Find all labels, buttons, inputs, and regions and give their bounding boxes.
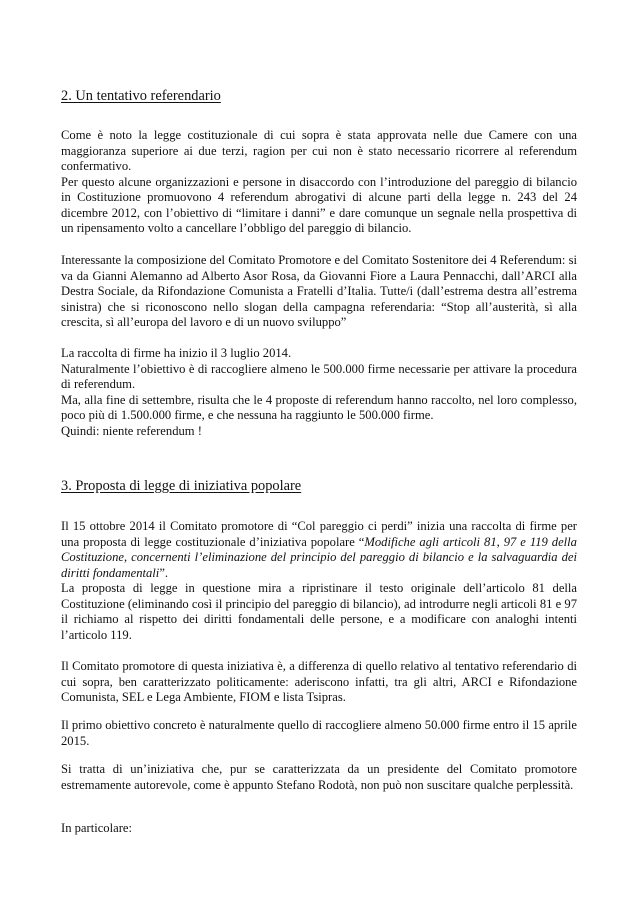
paragraph: Il Comitato promotore di questa iniziativa è, a differenza di quello relativo al tentativo referendario di cui sopra, ben caratterizzato politicamente: aderiscono infatti, tra gli altri, ARCI e Rifondazione Comunista, SEL e Lega Ambiente, FIOM e lista Tsipras. xyxy=(61,659,577,704)
law-title-italic: Modifiche agli articoli 81, 97 e 119 della Costituzione, concernenti l’eliminazione del principio del pareggio di bilancio e la salvaguardia dei diritti fondamentali xyxy=(61,534,577,580)
section-2-heading: 2. Un tentativo referendario xyxy=(61,88,221,104)
section-3-heading: 3. Proposta di legge di iniziativa popolare xyxy=(61,478,302,494)
section-3-objective xyxy=(61,718,577,749)
paragraph xyxy=(61,519,577,581)
paragraph: In particolare: xyxy=(61,821,132,835)
section-3-perplexity xyxy=(61,762,577,793)
section-2-outcome xyxy=(61,346,577,439)
section-3-closing xyxy=(61,821,577,837)
section-2-body xyxy=(61,128,577,237)
paragraph-text: ”. xyxy=(159,565,169,580)
paragraph: Per questo alcune organizzazioni e persone in disaccordo con l’introduzione del pareggio di bilancio in Costituzione promuovono 4 referendum abrogativi di alcune parti della legge n. 243 del 24 dicembre 2012, con l’obiettivo di “limitare i danni” e dare comunque un segnale nella prospettiva di un ripensamento volto a cancellare l’obbligo del pareggio di bilancio. xyxy=(61,174,577,235)
paragraph: Come è noto la legge costituzionale di cui sopra è stata approvata nelle due Camere con una maggioranza superiore ai due terzi, ragion per cui non è stato necessario ricorrere al referendum confermativo. xyxy=(61,128,577,173)
section-3-committee xyxy=(61,659,577,706)
paragraph: Interessante la composizione del Comitato Promotore e del Comitato Sostenitore dei 4 Referendum: si va da Gianni Alemanno ad Alberto Asor Rosa, da Giovanni Fiore a Laura Pennacchi, dall’ARCI alla Destra Sociale, da Rifondazione Comunista a Fratelli d’Italia. Tutte/i (dall’estrema destra all’estrema sinistra) che si riconoscono nello slogan della campagna referendaria: “Stop all’austerità, sì alla crescita, sì all’europa del lavoro e di un nuovo sviluppo” xyxy=(61,253,577,329)
paragraph: Si tratta di un’iniziativa che, pur se caratterizzata da un presidente del Comitato promotore estremamente autorevole, come è appunto Stefano Rodotà, non può non suscitare qualche perplessità. xyxy=(61,762,577,792)
paragraph-text: Il 15 ottobre 2014 il Comitato promotore di “Col pareggio ci perdi” inizia una raccolta di firme per una proposta di legge costituzionale d’iniziativa popolare “ xyxy=(61,519,577,549)
paragraph: Il primo obiettivo concreto è naturalmente quello di raccogliere almeno 50.000 firme entro il 15 aprile 2015. xyxy=(61,718,577,748)
section-2-committee xyxy=(61,253,577,331)
paragraph: La proposta di legge in questione mira a ripristinare il testo originale dell’articolo 81 della Costituzione (eliminando così il principio del pareggio di bilancio), ad introdurre negli articoli 81 e 97 il richiamo al rispetto dei diritti fondamentali delle persone, e a modificare con analoghi intenti l’articolo 119. xyxy=(61,581,577,642)
paragraph: Quindi: niente referendum ! xyxy=(61,423,202,438)
paragraph: Naturalmente l’obiettivo è di raccogliere almeno le 500.000 firme necessarie per attivare la procedura di referendum. xyxy=(61,361,577,391)
paragraph: Ma, alla fine di settembre, risulta che le 4 proposte di referendum hanno raccolto, nel loro complesso, poco più di 1.500.000 firme, e che nessuna ha raggiunto le 500.000 firme. xyxy=(61,392,577,422)
section-3-intro xyxy=(61,519,577,643)
paragraph: La raccolta di firme ha inizio il 3 luglio 2014. xyxy=(61,346,292,360)
